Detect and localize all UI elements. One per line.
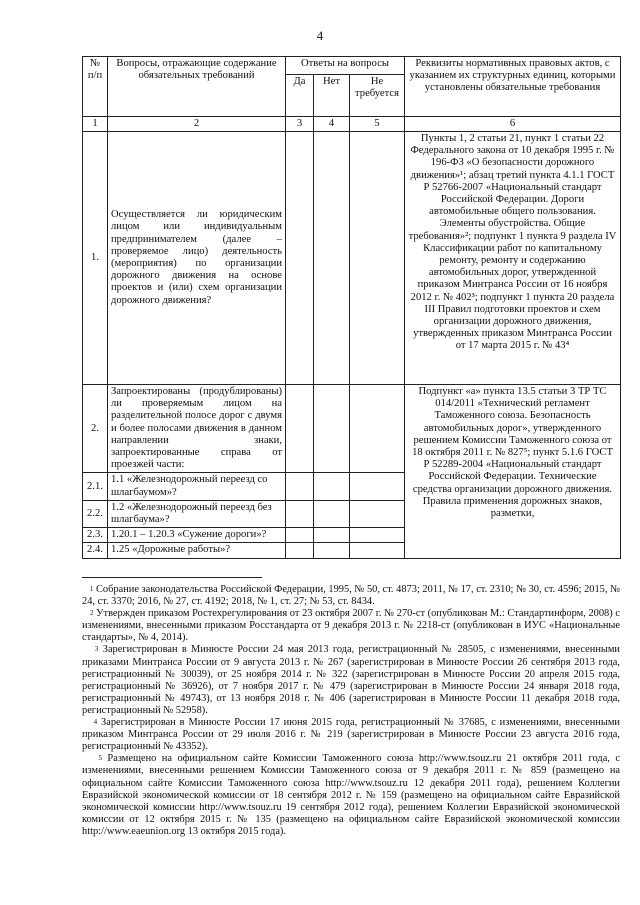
row-number: 2.2.: [83, 500, 108, 527]
footnote-mark: 4: [93, 718, 98, 727]
answer-yes-cell[interactable]: [286, 385, 314, 473]
footnote-mark: 1: [89, 585, 94, 593]
row-requisite: Пункты 1, 2 статьи 21, пункт 1 статьи 22 Федерального закона от 10 декабря 1995 г. № 196-ФЗ «О безопасности дорожного движения»¹; абзац третий пункта 4.1.1 ГОСТ Р 52766-2007 «Национальный стандарт Российской Федерации. Дороги автомобильные общего пользования. Элементы обустройства. Общие требования»²; подпункт 1 пункта 9 раздела IV Классификации работ по капитальному ремонту, ремонту и содержанию автомобильных дорог, утвержденной приказом Минтранса России от 16 ноября 2012 г. № 402³; подпункт 1 пункта 20 раздела III Правил подготовки проектов и схем организации дорожного движения, утвержденных приказом Минтранса России от 17 марта 2015 г. № 43⁴: [405, 132, 621, 385]
header-not-required: Не требуется: [350, 75, 405, 117]
row-question: Осуществляется ли юридическим лицом или индивидуальным предпринимателем (далее – проверяемое лицо) деятельность (мероприятия) по организации дорожного движения на основе проектов и (или) схем организации дорожного движения?: [108, 132, 286, 385]
answer-not-required-cell[interactable]: [350, 543, 405, 558]
table-row: [83, 132, 621, 385]
answer-not-required-cell[interactable]: [350, 528, 405, 543]
column-number: 6: [405, 117, 621, 132]
footnotes: [82, 584, 620, 838]
footnote: [82, 608, 620, 644]
footnote: [82, 717, 620, 753]
footnote: [82, 644, 620, 717]
header-no: Нет: [314, 75, 350, 117]
row-question: 1.1 «Железнодорожный переезд со шлагбаумом»?: [108, 473, 286, 500]
header-yes: Да: [286, 75, 314, 117]
answer-yes-cell[interactable]: [286, 500, 314, 527]
column-number: 3: [286, 117, 314, 132]
footnote-text: Зарегистрирован в Минюсте России 17 июня 2015 года, регистрационный № 37685, с изменениями, внесенными приказом Минтранса России от 29 июля 2016 г. № 219 (зарегистрирован в Минюсте России 23 августа 2016 года, регистрационный № 43352).: [82, 717, 620, 753]
answer-not-required-cell[interactable]: [350, 473, 405, 500]
footnote-mark: 3: [94, 645, 99, 654]
row-number: 2.4.: [83, 543, 108, 558]
footnote: [82, 753, 620, 838]
answer-not-required-cell[interactable]: [350, 500, 405, 527]
header-num: № п/п: [83, 57, 108, 117]
answer-no-cell[interactable]: [314, 473, 350, 500]
header-questions: Вопросы, отражающие содержание обязательных требований: [108, 57, 286, 117]
answer-no-cell[interactable]: [314, 385, 350, 473]
answer-not-required-cell[interactable]: [350, 132, 405, 385]
row-number: 1.: [83, 132, 108, 385]
footnote-mark: 2: [90, 609, 94, 618]
answer-yes-cell[interactable]: [286, 528, 314, 543]
footnote-separator: [82, 577, 262, 578]
footnote-text: Утвержден приказом Ростехрегулирования от 23 октября 2007 г. № 270-ст (опубликован М.: Стандартинформ, 2008) с изменениями, внесенными приказом Росстандарта от 9 декабря 2013 г. № 2218-ст (опубликован в ИУС «Национальные стандарты», № 4, 2014).: [82, 608, 620, 644]
header-answers: Ответы на вопросы: [286, 57, 405, 75]
answer-no-cell[interactable]: [314, 543, 350, 558]
answer-yes-cell[interactable]: [286, 473, 314, 500]
footnote-text: Зарегистрирован в Минюсте России 24 мая 2013 года, регистрационный № 28505, с изменениями, внесенными приказами Минтранса России от 9 августа 2013 г. № 267 (зарегистрирован в Минюсте России 26 сентября 2013 года, регистрационный № 30039), от 25 ноября 2014 г. № 322 (зарегистрирован в Минюсте России 20 апреля 2015 года, регистрационный № 36926), от 7 ноября 2017 г. № 479 (зарегистрирован в Минюсте России 24 января 2018 года, регистрационный № 49743), от 13 ноября 2018 г. № 406 (зарегистрирован в Минюсте России 11 декабря 2018 года, регистрационный № 52958).: [82, 644, 620, 716]
footnote-text: Собрание законодательства Российской Федерации, 1995, № 50, ст. 4873; 2011, № 17, ст. 2310; № 30, ст. 4596; 2015, № 24, ст. 3370; 2016, № 27, ст. 4192; 2018, № 1, ст. 27; № 53, ст. 8434.: [82, 584, 620, 608]
table-header-row: [83, 57, 621, 75]
row-number: 2.3.: [83, 528, 108, 543]
row-question: 1.25 «Дорожные работы»?: [108, 543, 286, 558]
column-number-row: [83, 117, 621, 132]
footnote-mark: 5: [98, 754, 102, 763]
footnote: [82, 584, 620, 608]
requirements-table: [82, 56, 621, 559]
answer-no-cell[interactable]: [314, 500, 350, 527]
row-question: Запроектированы (продублированы) ли проверяемым лицом на разделительной полосе дорог с двумя и более полосами движения в данном направлении знаки, запроектированные справа от проезжей части:: [108, 385, 286, 473]
page-number: 4: [316, 28, 324, 43]
row-requisite: Подпункт «а» пункта 13.5 статьи 3 ТР ТС 014/2011 «Технический регламент Таможенного союза. Безопасность автомобильных дорог», утвержденного решением Комиссии Таможенного союза от 18 октября 2011 г. № 827⁵; пункт 5.1.6 ГОСТ Р 52289-2004 «Национальный стандарт Российской Федерации. Технические средства организации дорожного движения. Правила применения дорожных знаков, разметки,: [405, 385, 621, 559]
row-number: 2.1.: [83, 473, 108, 500]
column-number: 2: [108, 117, 286, 132]
header-requisites: Реквизиты нормативных правовых актов, с указанием их структурных единиц, которыми установлены обязательные требования: [405, 57, 621, 117]
row-question: 1.2 «Железнодорожный переезд без шлагбаума»?: [108, 500, 286, 527]
row-number: 2.: [83, 385, 108, 473]
column-number: 1: [83, 117, 108, 132]
column-number: 5: [350, 117, 405, 132]
answer-no-cell[interactable]: [314, 528, 350, 543]
row-question: 1.20.1 – 1.20.3 «Сужение дороги»?: [108, 528, 286, 543]
answer-no-cell[interactable]: [314, 132, 350, 385]
answer-yes-cell[interactable]: [286, 543, 314, 558]
answer-not-required-cell[interactable]: [350, 385, 405, 473]
footnote-text: Размещено на официальном сайте Комиссии Таможенного союза http://www.tsouz.ru 21 октября 2011 года, с изменениями, внесенными решением Комиссии Таможенного союза от 9 декабря 2011 г. № 859 (размещено на официальном сайте Комиссии Таможенного союза http://www.tsouz.ru 12 декабря 2011 года), решением Коллегии Евразийской экономической комиссии от 18 сентября 2012 г. № 159 (размещено на официальном сайте Евразийской экономической комиссии http://www.tsouz.ru 19 сентября 2012 года), решением Коллегии Евразийской экономической комиссии от 12 октября 2015 г. № 135 (размещено на официальном сайте Евразийской экономической комиссии http://www.eaeunion.org 13 октября 2015 года).: [82, 753, 620, 837]
table-row: [83, 385, 621, 473]
column-number: 4: [314, 117, 350, 132]
answer-yes-cell[interactable]: [286, 132, 314, 385]
